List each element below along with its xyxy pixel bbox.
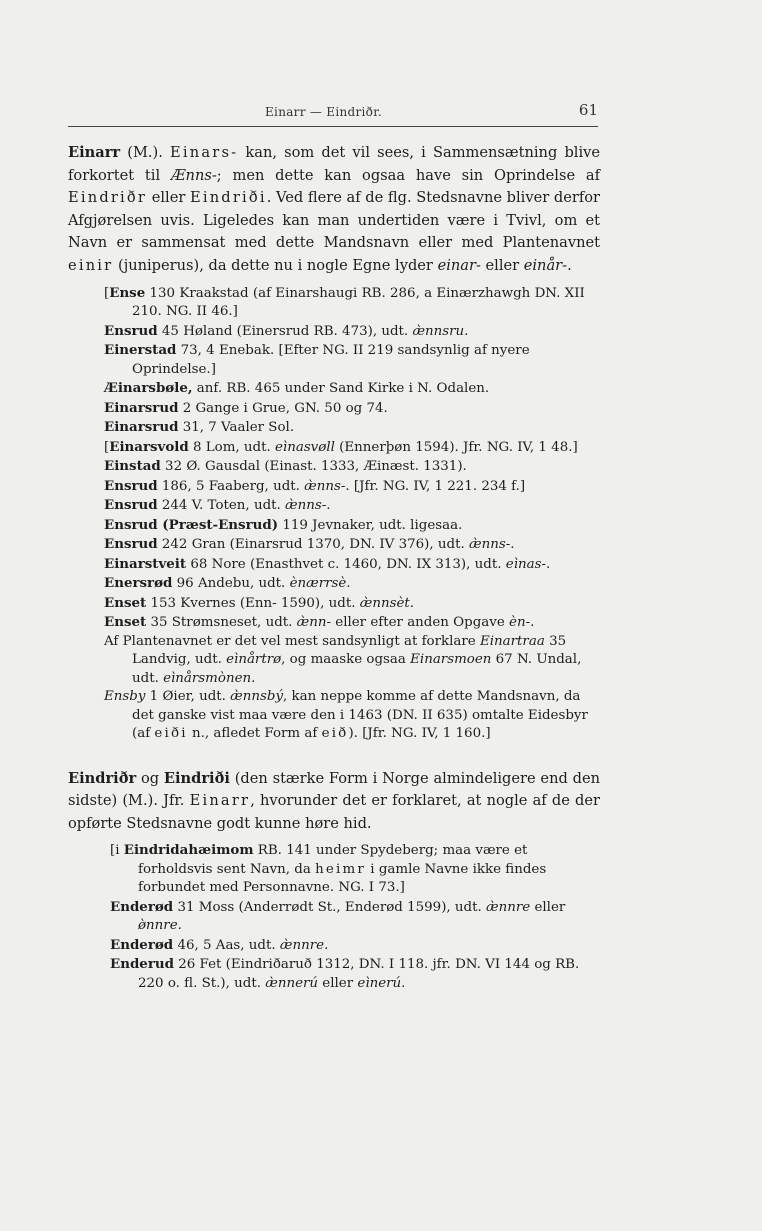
text: , kan neppe komme af dette Mandsnavn, da det ganske vist maa være den i 1463 (DN. II 635) omtalte Eidesbyr (af: [132, 689, 588, 742]
entry-name: Ensrud (Præst-Ensrud): [104, 516, 279, 533]
text: .: [530, 615, 535, 631]
text: anf. RB. 465 under Sand Kirke i N. Odalen.: [192, 381, 490, 397]
text: [: [104, 439, 110, 455]
list-item: [104, 438, 600, 458]
headword: Einarr: [68, 144, 121, 161]
text: 26 Fet (Eindriðaruð 1312, DN. I 118. jfr. DN. VI 144 og RB. 220 o. fl. St.), udt.: [138, 957, 580, 991]
entry-name: Æinarsbøle,: [104, 380, 193, 397]
text: 1 Øier, udt.: [145, 689, 231, 705]
entry-name: Einarsrud: [104, 399, 179, 416]
list-item: [104, 516, 600, 536]
list-item: [104, 418, 600, 438]
italic-text: eìnårtrø: [226, 652, 282, 668]
italic-text: æ̀nnsbý: [230, 689, 284, 705]
italic-text: æ̀nnre: [486, 899, 531, 915]
headword: Eindriðr: [68, 769, 137, 787]
italic-text: eìnårsmònen.: [163, 670, 256, 686]
text: RB. 141 under Spydeberg; maa være et forholdsvis sent Navn, da: [138, 843, 528, 877]
text: 153 Kvernes (Enn- 1590), udt.: [146, 595, 360, 611]
text: eller: [530, 899, 566, 915]
italic-text: æ̀nn-: [296, 615, 332, 631]
entry-name: Ensrud: [104, 322, 158, 339]
italic-text: æ̀nnsèt.: [359, 595, 415, 611]
text: i gamle Navne ikke findes forbundet med Personnavne. NG. I 73.]: [138, 861, 547, 896]
list-item: [104, 457, 600, 477]
entry-list: [104, 284, 600, 744]
list-item: [104, 379, 600, 399]
text: 130 Kraakstad (af Einarshaugi RB. 286, a Einærzhawgh DN. XII 210. NG. II 46.]: [132, 285, 585, 320]
intro-paragraph: [68, 142, 600, 278]
italic-text: æ̀nnsru.: [412, 323, 469, 339]
page-number: 61: [578, 101, 598, 119]
spaced-text: Eindriðr: [68, 189, 148, 207]
italic-text: ènærrsè.: [289, 576, 351, 592]
text: [: [104, 285, 110, 301]
text: 96 Andebu, udt.: [172, 576, 290, 592]
text: .: [510, 537, 515, 553]
text: .: [567, 256, 572, 274]
italic-text: æ̀nns-: [469, 537, 511, 553]
text: , og maaske ogsaa: [281, 652, 411, 668]
text: og: [136, 769, 164, 787]
italic-text: eìnas-: [505, 556, 546, 572]
text: 2 Gange i Grue, GN. 50 og 74.: [178, 400, 388, 416]
text: 35 Landvig, udt.: [132, 633, 567, 668]
entry-name: Ensrud: [104, 477, 158, 494]
text: .: [545, 556, 551, 572]
text: 68 Nore (Enasthvet c. 1460, DN. IX 313), udt.: [186, 556, 506, 572]
list-item: [104, 496, 600, 516]
page-body: [68, 142, 600, 993]
italic-text: Ensby: [104, 689, 146, 705]
entry-name: Eindridahæimom: [123, 842, 254, 859]
spaced-text: Einars-: [170, 144, 239, 161]
list-item: [104, 284, 600, 322]
text: eller: [147, 189, 190, 207]
list-item: [104, 399, 600, 419]
text: 8 Lom, udt.: [188, 439, 275, 455]
text: 119 Jevnaker, udt. ligesaa.: [278, 517, 463, 533]
text: (den stærke Form i Norge almindeligere end den sidste) (M.). Jfr.: [68, 769, 601, 810]
list-item: [104, 688, 600, 744]
spaced-text: eiði: [154, 726, 188, 742]
entry-name: Einstad: [104, 458, 161, 475]
entry-name: Enersrød: [104, 575, 173, 592]
list-item: [104, 633, 600, 689]
italic-text: ø̀nnre.: [138, 918, 182, 934]
text: eller: [480, 256, 524, 274]
text: 32 Ø. Gausdal (Einast. 1333, Æinæst. 1331).: [160, 459, 467, 475]
entry-name: Einarsrud: [104, 419, 179, 436]
text: 67 N. Undal, udt.: [132, 652, 582, 686]
list-item: [104, 594, 600, 614]
list-item: [110, 898, 600, 936]
list-item: [104, 613, 600, 633]
italic-text: einar-: [437, 256, 481, 274]
italic-text: Einartraa: [479, 633, 545, 649]
text: 244 V. Toten, udt.: [157, 498, 286, 514]
italic-text: einår-: [523, 256, 568, 274]
text: (Ennerþøn 1594). Jfr. NG. IV, 1 48.]: [334, 439, 578, 455]
list-item: [104, 477, 600, 497]
entry-name: Enset: [104, 614, 147, 631]
text: ). [Jfr. NG. IV, 1 160.]: [348, 726, 491, 742]
spaced-text: einir: [68, 256, 114, 274]
text: (M.).: [120, 144, 171, 161]
text: .: [326, 498, 331, 514]
text: [i: [110, 843, 124, 859]
spaced-text: Einarr: [189, 792, 251, 810]
spaced-text: eið: [321, 726, 349, 742]
text: 242 Gran (Einarsrud 1370, DN. IV 376), udt.: [157, 537, 469, 553]
text: , hvorunder det er forklaret, at nogle af de der opførte Stedsnavne godt kunne høre hid.: [68, 792, 600, 832]
italic-text: Einarsmoen: [410, 652, 492, 668]
text: . Ved flere af de flg. Stedsnavne bliver derfor Afgjørelsen uvis. Ligeledes kan man undertiden være i Tvivl, om et Navn er sammensat med dette Mandsnavn eller med Plantenavnet: [68, 189, 600, 252]
text: 46, 5 Aas, udt.: [173, 937, 280, 953]
text: 31 Moss (Anderrødt St., Enderød 1599), udt.: [173, 899, 487, 915]
italic-text: æ̀nnerú: [265, 975, 319, 991]
italic-text: eìnasvøll: [275, 439, 335, 455]
text: n., afledet Form af: [187, 726, 322, 742]
italic-text: Ænns-: [170, 166, 217, 184]
text: 73, 4 Enebak. [Efter NG. II 219 sandsynlig af nyere Oprindelse.]: [132, 343, 530, 377]
text: eller: [318, 975, 358, 991]
header-rule: [68, 126, 598, 127]
entry-name: Einerstad: [104, 342, 177, 359]
text: eller efter anden Opgave: [331, 615, 510, 631]
entry-name: Enderud: [110, 956, 174, 973]
headword: Eindriði: [163, 769, 230, 787]
italic-text: èn-: [509, 615, 531, 631]
list-item: [104, 574, 600, 594]
italic-text: eìnerú.: [357, 975, 406, 991]
list-item: [104, 535, 600, 555]
italic-text: æ̀nnre.: [279, 937, 329, 953]
entry-name: Einarstveit: [104, 555, 187, 572]
spaced-text: heimr: [315, 861, 367, 877]
italic-text: æ̀nns-: [304, 478, 346, 494]
italic-text: æ̀nns-: [285, 498, 327, 514]
text: 186, 5 Faaberg, udt.: [157, 478, 305, 494]
list-item: [110, 936, 600, 956]
text: 31, 7 Vaaler Sol.: [178, 420, 295, 436]
list-item: [104, 341, 600, 379]
entry-name: Ense: [109, 284, 146, 301]
second-paragraph: [68, 768, 600, 836]
text: 35 Strømsneset, udt.: [146, 615, 297, 631]
entry-name: Enderød: [110, 898, 174, 915]
list-item: [104, 555, 600, 575]
text: (juniperus), da dette nu i nogle Egne lyder: [113, 256, 438, 274]
list-item: [110, 955, 600, 993]
text: kan, som det vil sees, i Sammensætning blive forkortet til: [68, 144, 601, 184]
spaced-text: Eindriði: [189, 189, 267, 207]
entry-list-2: [110, 841, 600, 993]
entry-name: Ensrud: [104, 536, 158, 553]
text: ; men dette kan ogsaa have sin Oprindelse af: [216, 166, 600, 184]
list-item: [104, 322, 600, 342]
text: Af Plantenavnet er det vel mest sandsynligt at forklare: [104, 633, 480, 649]
text: . [Jfr. NG. IV, 1 221. 234 f.]: [345, 478, 526, 494]
header-title: Einarr — Eindriðr.: [265, 105, 383, 119]
entry-name: Enderød: [110, 936, 174, 953]
text: 45 Høland (Einersrud RB. 473), udt.: [157, 323, 413, 339]
entry-name: Ensrud: [104, 497, 158, 514]
entry-name: Einarsvold: [109, 438, 189, 455]
entry-name: Enset: [104, 594, 147, 611]
list-item: [110, 841, 600, 898]
